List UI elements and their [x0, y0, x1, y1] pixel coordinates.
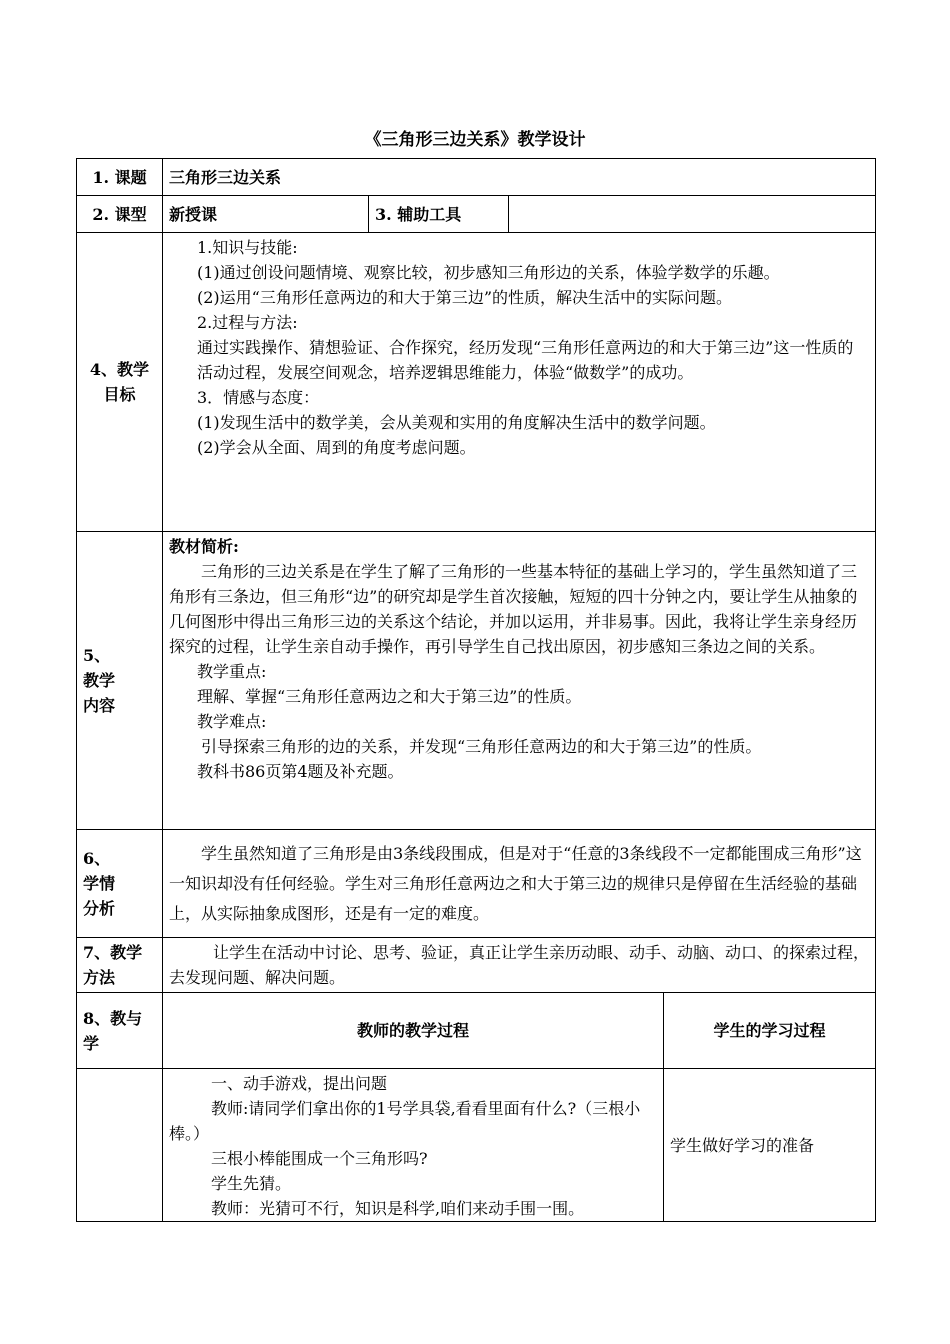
objectives-content — [163, 233, 876, 532]
teacher-process-line: 一、动手游戏，提出问题 — [211, 1074, 388, 1093]
content-label-c: 内容 — [83, 696, 116, 715]
page-title: 《三角形三边关系》教学设计 — [364, 130, 586, 150]
row-process-header — [77, 993, 876, 1069]
method-label-a: 7、教学 — [83, 943, 143, 962]
content-label-a: 5、 — [83, 646, 111, 665]
teacher-process-cell — [163, 1069, 664, 1222]
topic-value: 三角形三边关系 — [163, 159, 876, 196]
difficulty-label: 教学难点: — [197, 712, 267, 731]
textbook-text: 教科书86页第4题及补充题。 — [197, 762, 404, 781]
content-paragraph: 三角形的三边关系是在学生了解了三角形的一些基本特征的基础上学习的，学生虽然知道了三角形有三条边，但三角形“边”的研究却是学生首次接触，短短的四十分钟之内，要让学生从抽象的几何图形中得出三角形三边的关系这个结论，并加以运用，并非易事。因此，我将让学生亲身经历探究的过程，让学生亲自动手操作，再引导学生自己找出原因，初步感知三条边之间的关系。 — [169, 562, 858, 656]
row-topic — [77, 159, 876, 196]
objectives-line: 1.知识与技能: — [197, 238, 298, 257]
teacher-process-line: 教师:请同学们拿出你的1号学具袋,看看里面有什么?（三根小棒。） — [169, 1099, 641, 1143]
method-label-b: 方法 — [83, 968, 116, 987]
objectives-line: (1)发现生活中的数学美，会从美观和实用的角度解决生活中的数学问题。 — [197, 413, 716, 432]
process-label-a: 8、教与 — [83, 1008, 143, 1028]
focus-label: 教学重点: — [197, 662, 267, 681]
teacher-process-line: 教师：光猜可不行，知识是科学,咱们来动手围一围。 — [211, 1199, 585, 1218]
analysis-text: 学生虽然知道了三角形是由3条线段围成，但是对于“任意的3条线段不一定都能围成三角形”这一知识却没有任何经验。学生对三角形任意两边之和大于第三边的规律只是停留在生活经验的基础上，从实际抽象成图形，还是有一定的难度。 — [163, 830, 876, 938]
content-body — [163, 532, 876, 830]
analysis-label — [77, 830, 163, 938]
lesson-plan-table — [76, 158, 876, 1222]
objectives-line: (2)学会从全面、周到的角度考虑问题。 — [197, 438, 476, 457]
lesson-type-value: 新授课 — [163, 196, 369, 233]
difficulty-text: 引导探索三角形的边的关系，并发现“三角形任意两边的和大于第三边”的性质。 — [201, 737, 762, 756]
process-label — [77, 993, 163, 1069]
process-step-empty-cell — [77, 1069, 163, 1222]
teacher-process-line: 三根小棒能围成一个三角形吗? — [211, 1149, 428, 1168]
analysis-label-c: 分析 — [83, 899, 116, 918]
row-analysis — [77, 830, 876, 938]
process-label-b: 学 — [83, 1033, 100, 1053]
teacher-process-line: 学生先猜。 — [211, 1174, 292, 1193]
row-lesson-type — [77, 196, 876, 233]
row-objectives — [77, 233, 876, 532]
analysis-label-b: 学情 — [83, 874, 116, 893]
student-process-header: 学生的学习过程 — [664, 993, 876, 1069]
student-process-cell: 学生做好学习的准备 — [664, 1069, 876, 1222]
focus-text: 理解、掌握“三角形任意两边之和大于第三边”的性质。 — [197, 687, 582, 706]
topic-label: 1. 课题 — [77, 159, 163, 196]
content-label-b: 教学 — [83, 671, 116, 690]
row-method — [77, 938, 876, 993]
lesson-type-label: 2. 课型 — [77, 196, 163, 233]
content-heading: 教材简析: — [169, 537, 239, 556]
content-label — [77, 532, 163, 830]
aids-value — [509, 196, 876, 233]
method-text: 让学生在活动中讨论、思考、验证，真正让学生亲历动眼、动手、动脑、动口、的探索过程，去发现问题、解决问题。 — [163, 938, 876, 993]
analysis-label-a: 6、 — [83, 849, 111, 868]
row-content — [77, 532, 876, 830]
objectives-line: 3．情感与态度： — [197, 388, 320, 407]
objectives-line: (1)通过创设问题情境、观察比较，初步感知三角形边的关系，体验学数学的乐趣。 — [197, 263, 780, 282]
objectives-label: 4、教学目标 — [77, 233, 163, 532]
objectives-line: 2.过程与方法: — [197, 313, 298, 332]
row-process-step-1 — [77, 1069, 876, 1222]
aids-label: 3. 辅助工具 — [369, 196, 509, 233]
objectives-line: 通过实践操作、猜想验证、合作探究，经历发现“三角形任意两边的和大于第三边”这一性质的活动过程，发展空间观念，培养逻辑思维能力，体验“做数学”的成功。 — [197, 338, 854, 382]
teacher-process-header: 教师的教学过程 — [163, 993, 664, 1069]
method-label — [77, 938, 163, 993]
objectives-line: (2)运用“三角形任意两边的和大于第三边”的性质，解决生活中的实际问题。 — [197, 288, 733, 307]
